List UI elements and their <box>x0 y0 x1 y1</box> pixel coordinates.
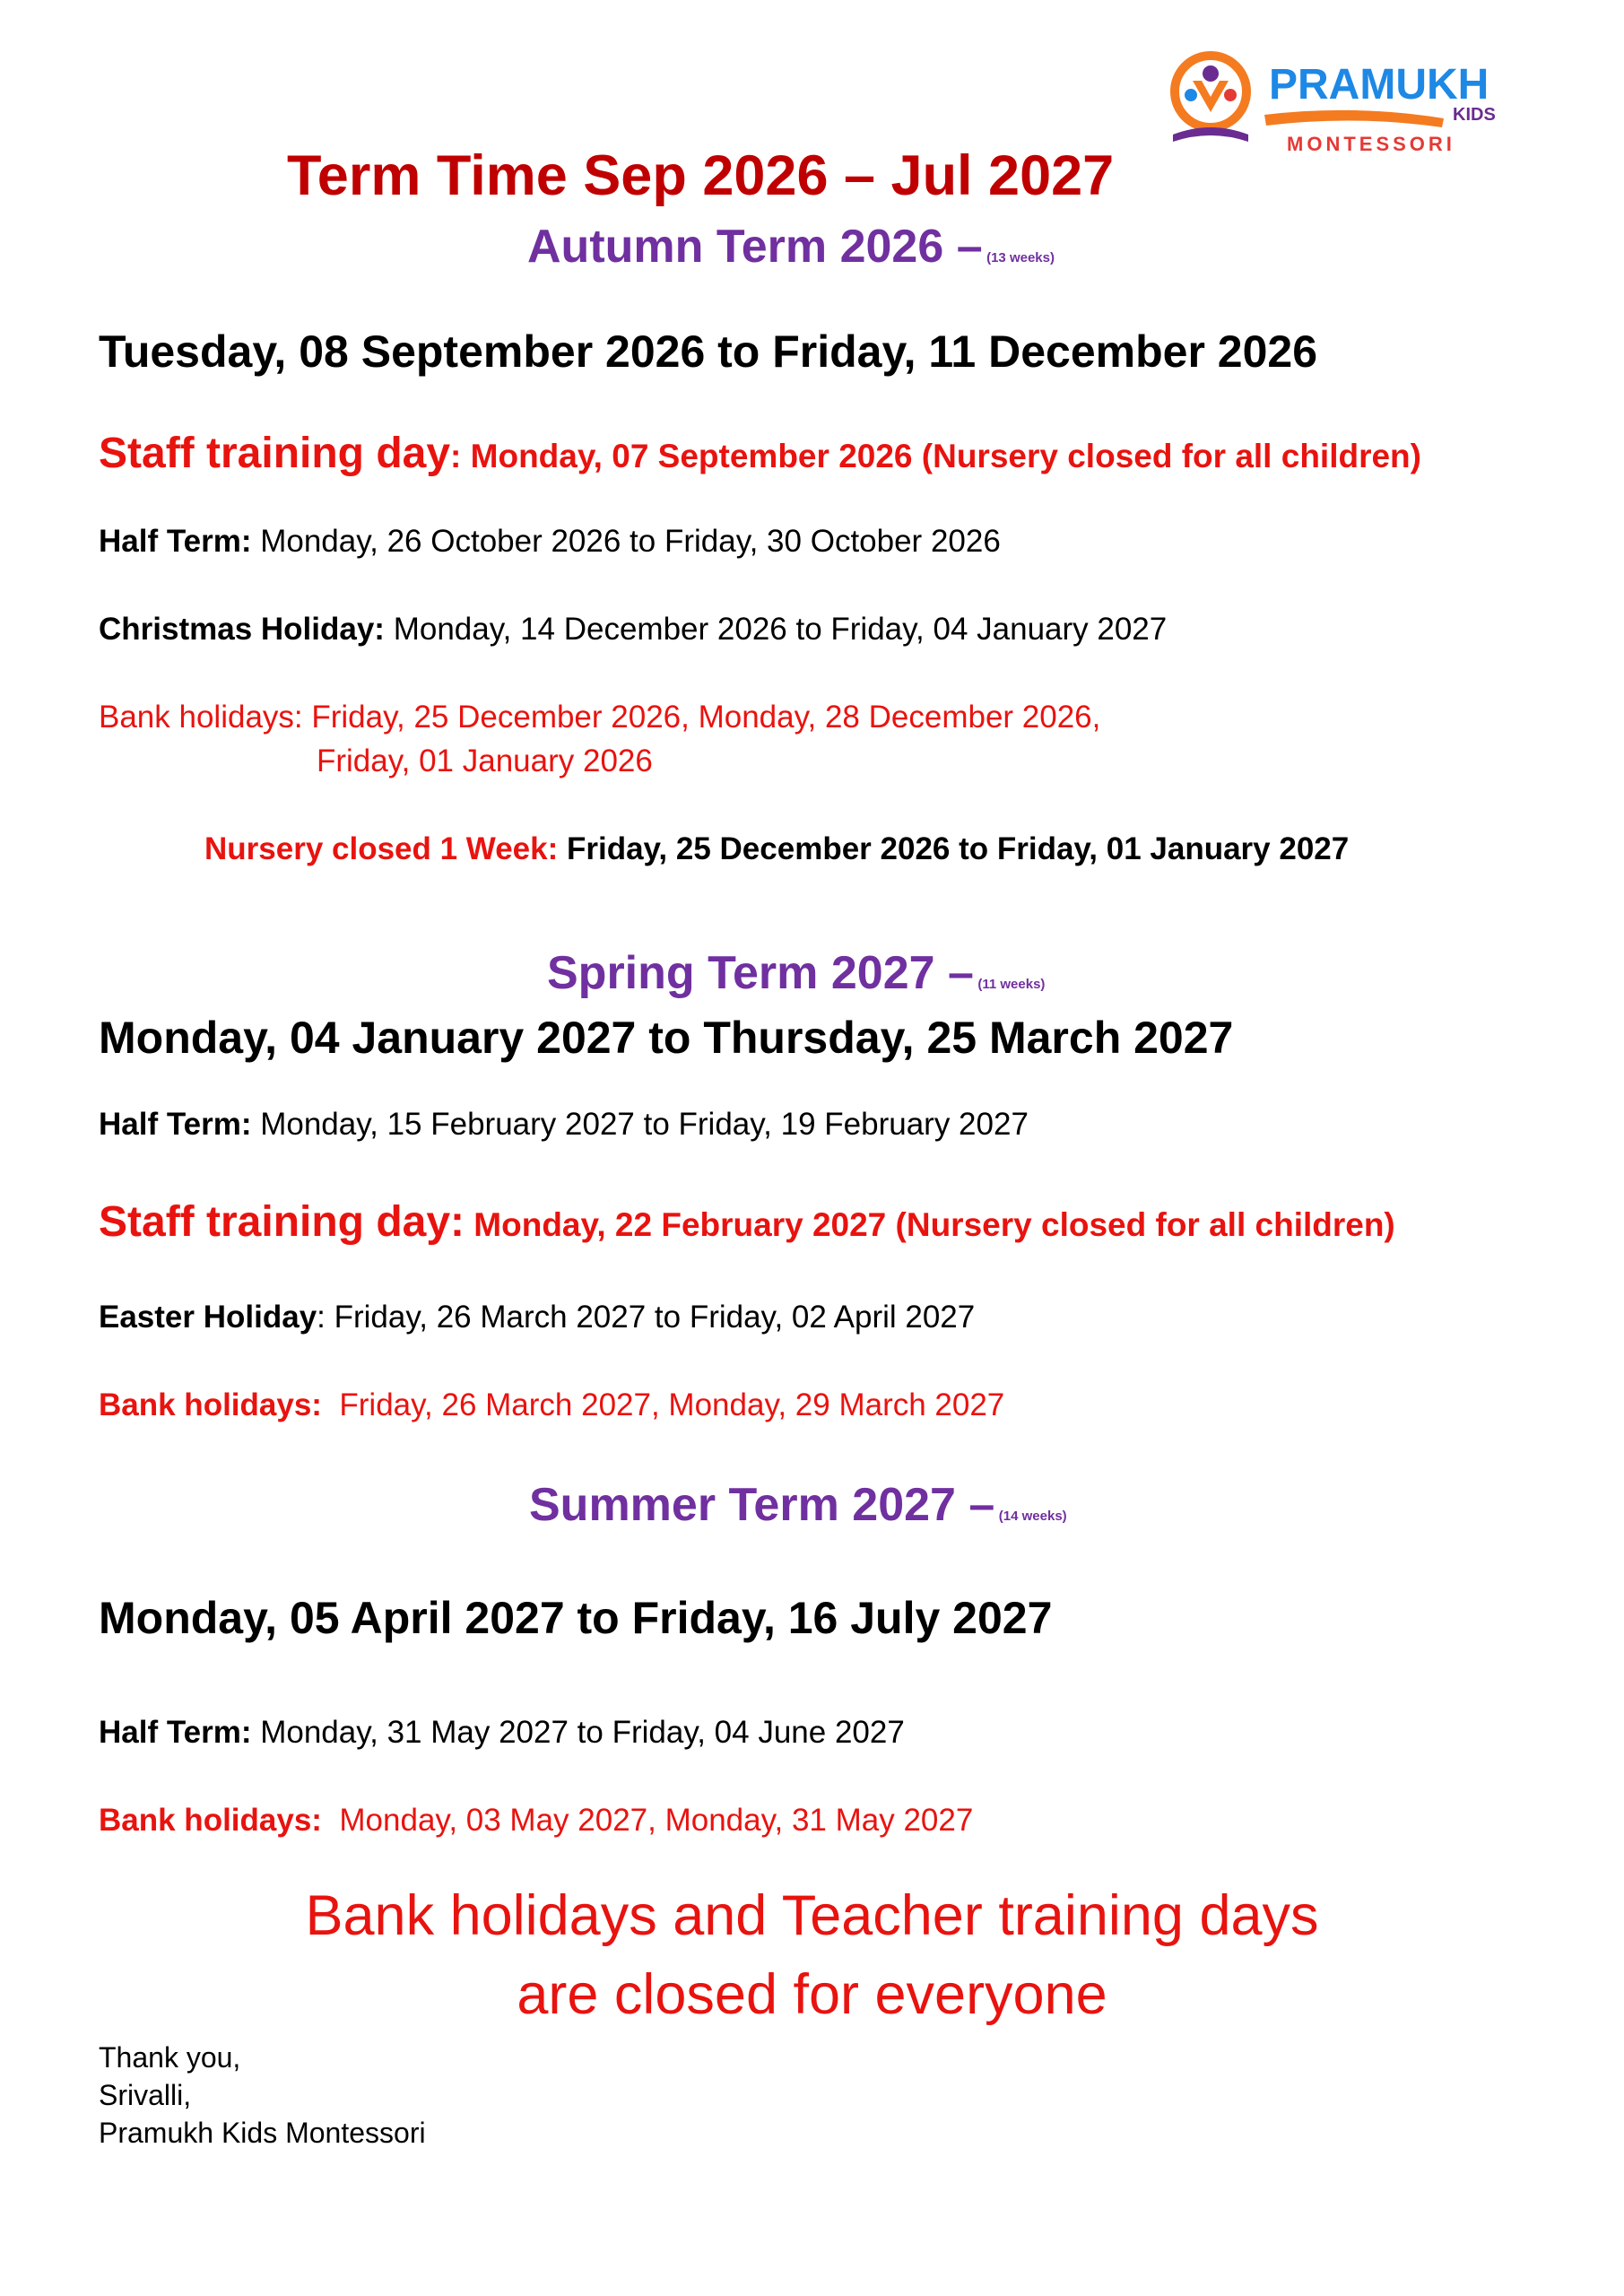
summer-weeks: (14 weeks) <box>998 1509 1067 1524</box>
autumn-bank-holidays-line1: Bank holidays: Friday, 25 December 2026, Monday, 28 December 2026, <box>99 700 1101 735</box>
nursery-closed-label: Nursery closed 1 Week: <box>204 831 559 866</box>
closing-notice-line2: are closed for everyone <box>517 1963 1107 2026</box>
spring-half-term <box>99 1107 1029 1143</box>
signoff-thanks: Thank you, <box>99 2041 241 2074</box>
signoff-name: Srivalli, <box>99 2079 192 2111</box>
summer-half-term <box>99 1715 905 1751</box>
half-term-value: Monday, 26 October 2026 to Friday, 30 October 2026 <box>251 524 1001 559</box>
autumn-term-range: Tuesday, 08 September 2026 to Friday, 11 December 2026 <box>99 326 1318 377</box>
easter-holiday-label: Easter Holiday <box>99 1300 317 1335</box>
pramukh-kids-logo <box>1157 45 1542 170</box>
nursery-closed-value: Friday, 25 December 2026 to Friday, 01 January 2027 <box>558 831 1350 866</box>
christmas-holiday <box>99 612 1167 648</box>
svg-text:MONTESSORI: MONTESSORI <box>1287 133 1455 155</box>
page-title: Term Time Sep 2026 – Jul 2027 <box>287 144 1115 207</box>
autumn-term-heading <box>527 220 1055 274</box>
bank-holidays-value: Friday, 26 March 2027, Monday, 29 March 2027 <box>321 1387 1005 1422</box>
bank-holidays-label: Bank holidays: <box>99 1387 322 1422</box>
staff-training-value: : Monday, 07 September 2026 (Nursery closed for all children) <box>450 438 1421 474</box>
summer-term-range: Monday, 05 April 2027 to Friday, 16 July 2027 <box>99 1593 1053 1643</box>
autumn-staff-training <box>99 429 1421 478</box>
nursery-closed-week <box>204 831 1349 867</box>
easter-holiday-value: : Friday, 26 March 2027 to Friday, 02 April 2027 <box>317 1300 976 1335</box>
staff-training-value: Monday, 22 February 2027 (Nursery closed for all children) <box>465 1206 1395 1243</box>
closing-notice-line1: Bank holidays and Teacher training days <box>305 1884 1319 1947</box>
autumn-term-title: Autumn Term 2026 – <box>527 221 983 273</box>
spring-staff-training <box>99 1197 1395 1247</box>
christmas-holiday-label: Christmas Holiday: <box>99 612 385 647</box>
half-term-label: Half Term: <box>99 524 252 559</box>
half-term-label: Half Term: <box>99 1107 252 1142</box>
summer-term-title: Summer Term 2027 – <box>529 1479 995 1531</box>
half-term-label: Half Term: <box>99 1715 252 1750</box>
logo-mark-icon <box>1157 45 1542 170</box>
spring-term-range: Monday, 04 January 2027 to Thursday, 25 March 2027 <box>99 1013 1234 1063</box>
summer-bank-holidays <box>99 1803 973 1839</box>
svg-text:PRAMUKH: PRAMUKH <box>1269 61 1489 109</box>
spring-bank-holidays <box>99 1387 1004 1423</box>
half-term-value: Monday, 31 May 2027 to Friday, 04 June 2027 <box>251 1715 905 1750</box>
autumn-half-term <box>99 524 1001 560</box>
spring-term-title: Spring Term 2027 – <box>547 947 974 999</box>
summer-term-heading <box>529 1478 1067 1532</box>
half-term-value: Monday, 15 February 2027 to Friday, 19 February 2027 <box>251 1107 1029 1142</box>
spring-term-heading <box>547 946 1045 1000</box>
easter-holiday <box>99 1300 975 1335</box>
spring-weeks: (11 weeks) <box>977 977 1046 992</box>
bank-holidays-label: Bank holidays: <box>99 1803 322 1838</box>
svg-text:KIDS: KIDS <box>1453 105 1496 125</box>
staff-training-label: Staff training day <box>99 430 451 477</box>
christmas-holiday-value: Monday, 14 December 2026 to Friday, 04 January 2027 <box>384 612 1168 647</box>
autumn-bank-holidays-line2: Friday, 01 January 2026 <box>317 744 653 778</box>
staff-training-label: Staff training day: <box>99 1198 465 1246</box>
signoff-organization: Pramukh Kids Montessori <box>99 2117 426 2149</box>
autumn-weeks: (13 weeks) <box>986 250 1055 265</box>
bank-holidays-value: Monday, 03 May 2027, Monday, 31 May 2027 <box>321 1803 974 1838</box>
